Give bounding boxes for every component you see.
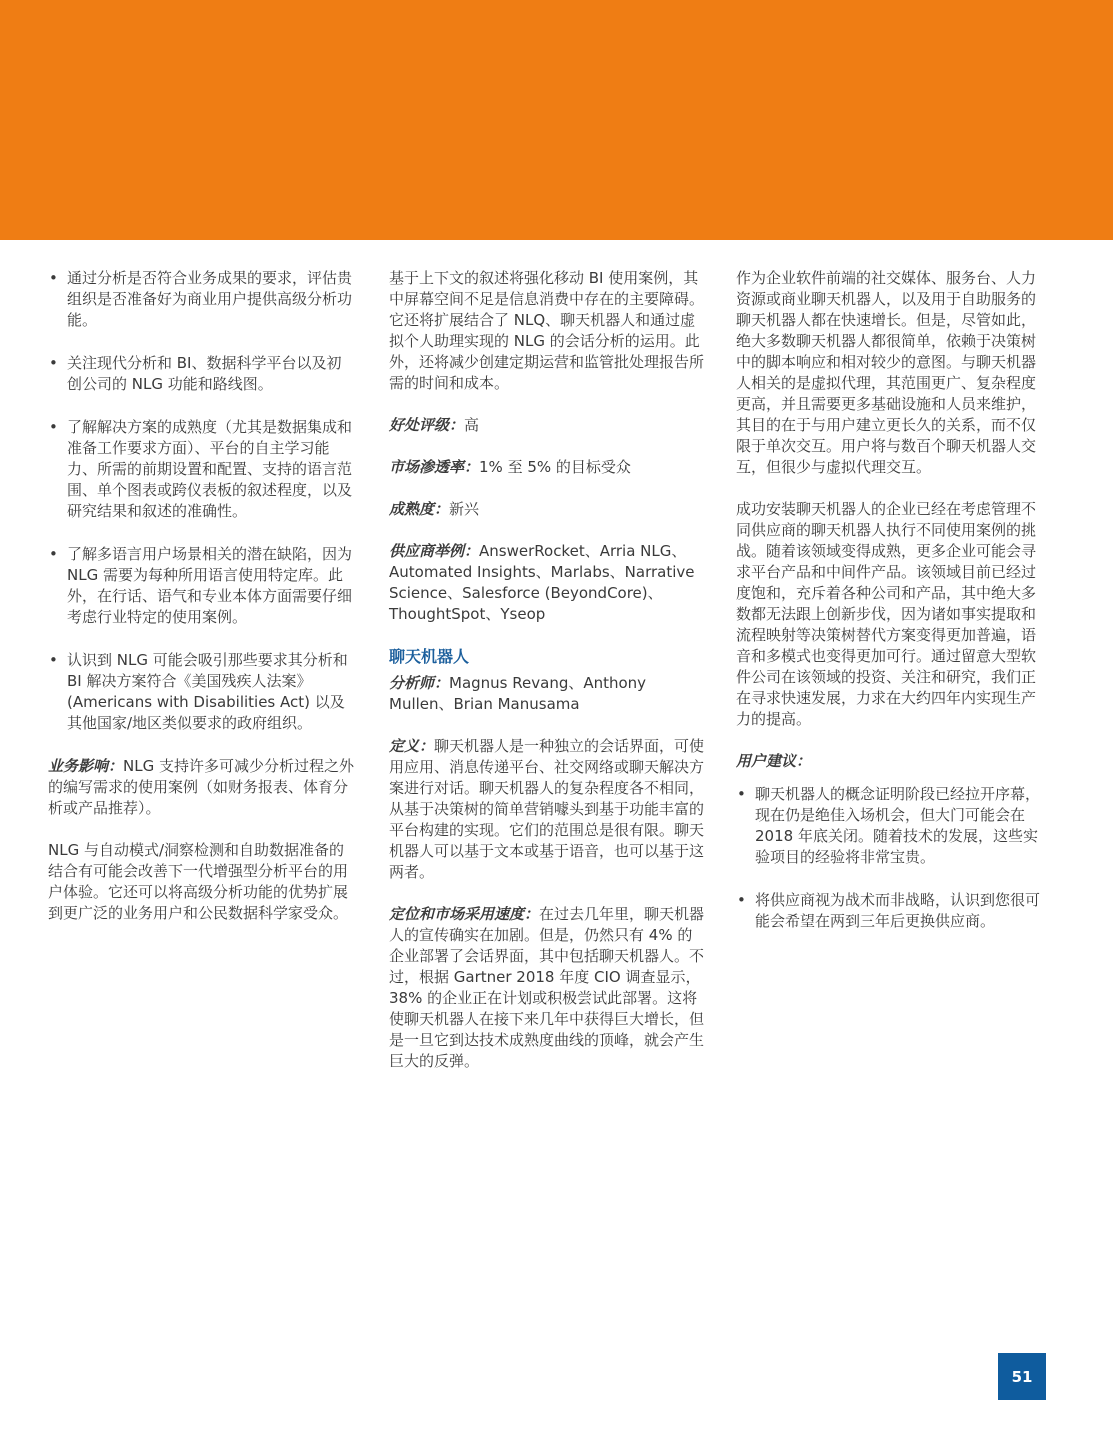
business-impact-text: NLG 支持许多可减少分析过程之外的编写需求的使用案例（如财务报表、体育分析或产品推荐）。 [48, 757, 354, 817]
maturity-label: 成熟度： [389, 500, 450, 518]
benefit-rating [389, 415, 705, 436]
nlg-paragraph: NLG 与自动模式/洞察检测和自助数据准备的结合有可能会改善下一代增强型分析平台的用户体验。它还可以将高级分析功能的优势扩展到更广泛的业务用户和公民数据科学家受众。 [48, 841, 349, 922]
user-advice-heading [736, 751, 1050, 772]
definition [389, 736, 705, 883]
position-adoption [389, 904, 705, 1072]
column-left [48, 268, 354, 945]
bullet-list-right [736, 784, 1050, 932]
column-right [736, 268, 1050, 954]
definition-label: 定义： [389, 737, 435, 755]
benefit-rating-label: 好处评级： [389, 416, 465, 434]
list-item: • 将供应商视为战术而非战略，认识到您很可能会希望在两到三年后更换供应商。 [736, 890, 1050, 932]
analysts-value: Magnus Revang、Anthony Mullen、Brian Manusama [389, 674, 647, 713]
bullet-list-left [48, 268, 354, 734]
business-impact-label: 业务影响： [48, 757, 124, 775]
list-item: • 通过分析是否符合业务成果的要求，评估贵组织是否准备好为商业用户提供高级分析功能。 [48, 268, 354, 331]
section-title-chatbots: 聊天机器人 [389, 647, 470, 666]
sample-vendors [389, 541, 705, 625]
definition-value: 聊天机器人是一种独立的会话界面，可使用应用、消息传递平台、社交网络或聊天解决方案进行对话。聊天机器人的复杂程度各不相同，从基于决策树的简单营销噱头到基于功能丰富的平台构建的实现。它们的范围总是很有限。聊天机器人可以基于文本或基于语音，也可以基于这两者。 [389, 737, 705, 881]
sample-vendors-label: 供应商举例： [389, 542, 480, 560]
maturity [389, 499, 705, 520]
business-impact-paragraph [48, 756, 354, 819]
position-adoption-value: 在过去几年里，聊天机器人的宣传确实在加剧。但是，仍然只有 4% 的企业部署了会话界面，其中包括聊天机器人。不过，根据 Gartner 2018 年度 CIO 调查显示，38% 的企业正在计划或积极尝试此部署。这将使聊天机器人在接下来几年中获得巨大增长，但是一旦它到达技术成熟度曲线的顶峰，就会产生巨大的反弹。 [389, 905, 705, 1070]
benefit-rating-value: 高 [464, 416, 480, 434]
position-adoption-label: 定位和市场采用速度： [389, 905, 540, 923]
list-item: • 关注现代分析和 BI、数据科学平台以及初创公司的 NLG 功能和路线图。 [48, 353, 354, 395]
user-advice-label: 用户建议： [736, 752, 812, 770]
header-banner [0, 0, 1113, 240]
intro-paragraph: 基于上下文的叙述将强化移动 BI 使用案例，其中屏幕空间不足是信息消费中存在的主要障碍。它还将扩展结合了 NLQ、聊天机器人和通过虚拟个人助理实现的 NLG 的会话分析的运用。此外，还将减少创建定期运营和监管批处理报告所需的时间和成本。 [389, 269, 705, 392]
column-middle [389, 268, 705, 1093]
market-penetration-value: 1% 至 5% 的目标受众 [479, 458, 631, 476]
maturity-value: 新兴 [449, 500, 480, 518]
list-item: • 认识到 NLG 可能会吸引那些要求其分析和 BI 解决方案符合《美国残疾人法案》(Americans with Disabilities Act) 以及其他国家/地区类似要求的政府组织。 [48, 650, 354, 734]
list-item: • 聊天机器人的概念证明阶段已经拉开序幕，现在仍是绝佳入场机会，但大门可能会在 2018 年底关闭。随着技术的发展，这些实验项目的经验将非常宝贵。 [736, 784, 1050, 868]
analysts-label: 分析师： [389, 674, 450, 692]
page-number-badge: 51 [998, 1353, 1046, 1400]
market-penetration [389, 457, 705, 478]
market-penetration-label: 市场渗透率： [389, 458, 480, 476]
analysts [389, 673, 705, 715]
list-item: • 了解解决方案的成熟度（尤其是数据集成和准备工作要求方面）、平台的自主学习能力、所需的前期设置和配置、支持的语言范围、单个图表或跨仪表板的叙述程度，以及研究结果和叙述的准确性。 [48, 417, 354, 522]
chatbot-paragraph-2: 成功安装聊天机器人的企业已经在考虑管理不同供应商的聊天机器人执行不同使用案例的挑战。随着该领域变得成熟，更多企业可能会寻求平台产品和中间件产品。该领域目前已经过度饱和，充斥着各种公司和产品，其中绝大多数都无法跟上创新步伐，因为诸如事实提取和流程映射等决策树替代方案变得更加普遍，语音和多模式也变得更加可行。通过留意大型软件公司在该领域的投资、关注和研究，我们正在寻求快速发展，力求在大约四年内实现生产力的提高。 [736, 500, 1037, 728]
chatbot-paragraph-1: 作为企业软件前端的社交媒体、服务台、人力资源或商业聊天机器人，以及用于自助服务的聊天机器人都在快速增长。但是，尽管如此，绝大多数聊天机器人都很简单，依赖于决策树中的脚本响应和相对较少的意图。与聊天机器人相关的是虚拟代理，其范围更广、复杂程度更高，并且需要更多基础设施和人员来维护，其目的在于与用户建立更长久的关系，而不仅限于单次交互。用户将与数百个聊天机器人交互，但很少与虚拟代理交互。 [736, 269, 1037, 476]
list-item: • 了解多语言用户场景相关的潜在缺陷，因为 NLG 需要为每种所用语言使用特定库。此外，在行话、语气和专业本体方面需要仔细考虑行业特定的使用案例。 [48, 544, 354, 628]
sample-vendors-value: AnswerRocket、Arria NLG、Automated Insights、Marlabs、Narrative Science、Salesforce (BeyondCore)、ThoughtSpot、Yseop [389, 542, 695, 623]
